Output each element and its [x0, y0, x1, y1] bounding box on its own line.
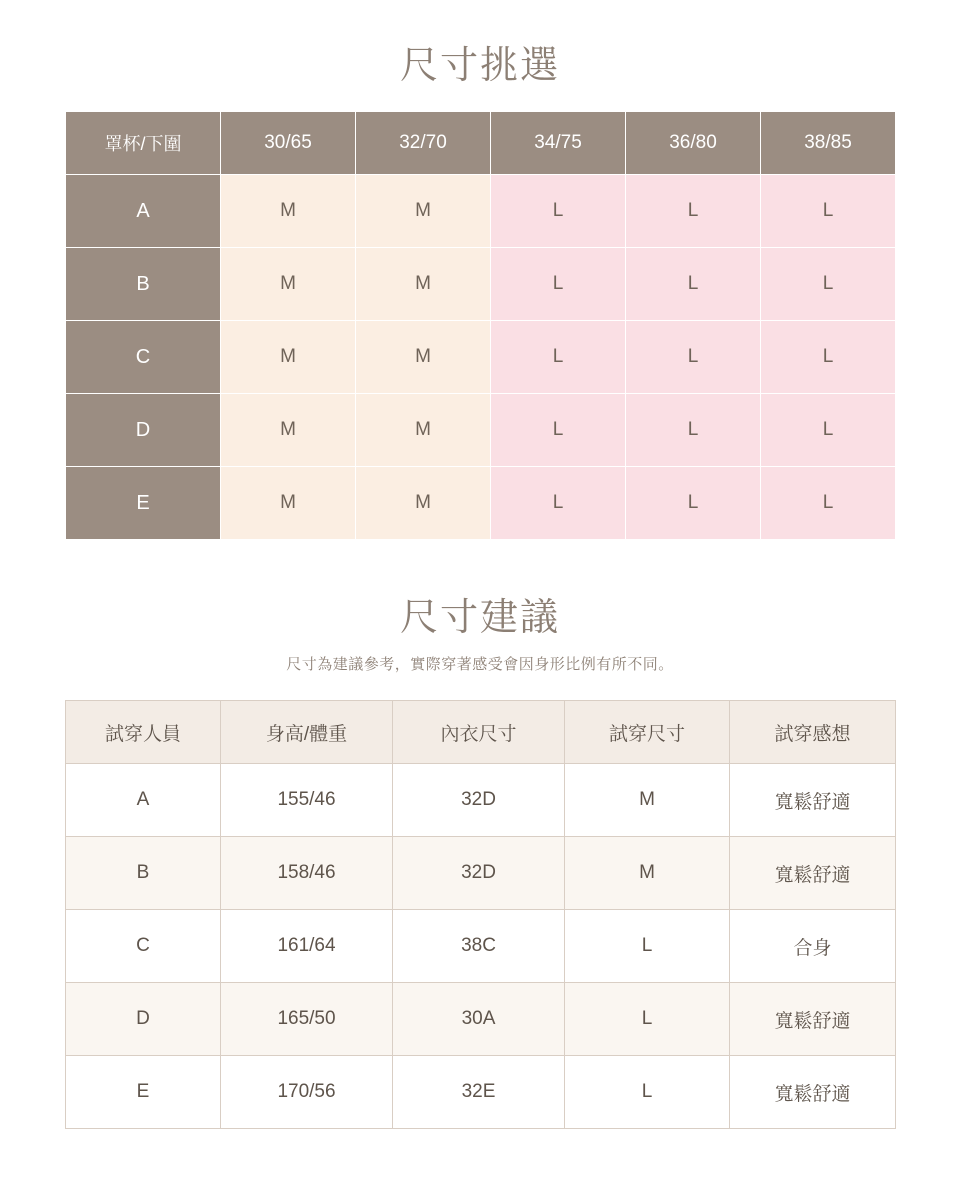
cell-try-a: M: [565, 764, 730, 837]
table-row: [66, 910, 896, 983]
section-spacer: [0, 540, 960, 586]
cell-try-b: M: [565, 837, 730, 910]
cell-bra-c: 38C: [393, 910, 565, 983]
table-row: [66, 1056, 896, 1129]
table-row: [66, 467, 896, 540]
size-advice-note: 尺寸為建議參考，實際穿著感受會因身形比例有所不同。: [286, 656, 674, 673]
column-header-feedback: 試穿感想: [730, 701, 896, 764]
cell-b-3270: M: [356, 248, 491, 321]
cell-e-3270: M: [356, 467, 491, 540]
cell-d-3680: L: [626, 394, 761, 467]
table-row: [66, 394, 896, 467]
column-header-3065: 30/65: [221, 112, 356, 175]
cell-c-3065: M: [221, 321, 356, 394]
column-header-tester: 試穿人員: [66, 701, 221, 764]
table-row: [66, 764, 896, 837]
size-advice-header: [66, 701, 896, 764]
cell-e-3475: L: [491, 467, 626, 540]
page-title-size-pick: 尺寸挑選: [399, 45, 560, 87]
table-header-row: [66, 112, 896, 175]
cell-d-3270: M: [356, 394, 491, 467]
size-advice-body: [66, 764, 896, 1129]
cell-feedback-a: 寬鬆舒適: [730, 764, 896, 837]
cell-e-3065: M: [221, 467, 356, 540]
cell-b-3065: M: [221, 248, 356, 321]
table-row: [66, 321, 896, 394]
cell-bra-a: 32D: [393, 764, 565, 837]
size-matrix-body: [66, 175, 896, 540]
cell-e-3885: L: [761, 467, 896, 540]
row-header-cup-a: A: [66, 175, 221, 248]
size-matrix-table: [65, 111, 896, 540]
table-row: [66, 983, 896, 1056]
cell-hw-d: 165/50: [221, 983, 393, 1056]
column-header-3475: 34/75: [491, 112, 626, 175]
cell-tester-c: C: [66, 910, 221, 983]
column-header-bra-size: 內衣尺寸: [393, 701, 565, 764]
cell-c-3270: M: [356, 321, 491, 394]
cell-b-3475: L: [491, 248, 626, 321]
column-header-3270: 32/70: [356, 112, 491, 175]
row-header-cup-d: D: [66, 394, 221, 467]
size-matrix-header: [66, 112, 896, 175]
cell-d-3065: M: [221, 394, 356, 467]
cell-try-c: L: [565, 910, 730, 983]
cell-a-3680: L: [626, 175, 761, 248]
cell-d-3475: L: [491, 394, 626, 467]
table-row: [66, 248, 896, 321]
cell-bra-e: 32E: [393, 1056, 565, 1129]
cell-feedback-b: 寬鬆舒適: [730, 837, 896, 910]
size-advice-table: [65, 700, 896, 1129]
page-title-size-advice: 尺寸建議: [399, 597, 560, 639]
size-matrix-container: [65, 111, 895, 540]
cell-tester-e: E: [66, 1056, 221, 1129]
cell-tester-b: B: [66, 837, 221, 910]
cell-a-3885: L: [761, 175, 896, 248]
column-header-3680: 36/80: [626, 112, 761, 175]
column-header-try-size: 試穿尺寸: [565, 701, 730, 764]
table-header-row: [66, 701, 896, 764]
column-header-cup-band: 罩杯/下圍: [66, 112, 221, 175]
cell-feedback-d: 寬鬆舒適: [730, 983, 896, 1056]
cell-b-3680: L: [626, 248, 761, 321]
row-header-cup-e: E: [66, 467, 221, 540]
cell-e-3680: L: [626, 467, 761, 540]
cell-try-e: L: [565, 1056, 730, 1129]
cell-c-3885: L: [761, 321, 896, 394]
cell-c-3680: L: [626, 321, 761, 394]
cell-bra-b: 32D: [393, 837, 565, 910]
table-row: [66, 837, 896, 910]
cell-feedback-e: 寬鬆舒適: [730, 1056, 896, 1129]
cell-tester-d: D: [66, 983, 221, 1056]
table-row: [66, 175, 896, 248]
cell-tester-a: A: [66, 764, 221, 837]
cell-a-3475: L: [491, 175, 626, 248]
cell-a-3270: M: [356, 175, 491, 248]
row-header-cup-b: B: [66, 248, 221, 321]
column-header-3885: 38/85: [761, 112, 896, 175]
column-header-height-weight: 身高/體重: [221, 701, 393, 764]
cell-hw-a: 155/46: [221, 764, 393, 837]
cell-bra-d: 30A: [393, 983, 565, 1056]
cell-b-3885: L: [761, 248, 896, 321]
row-header-cup-c: C: [66, 321, 221, 394]
cell-hw-b: 158/46: [221, 837, 393, 910]
size-advice-container: [65, 700, 895, 1129]
cell-hw-c: 161/64: [221, 910, 393, 983]
cell-feedback-c: 合身: [730, 910, 896, 983]
cell-try-d: L: [565, 983, 730, 1056]
cell-c-3475: L: [491, 321, 626, 394]
cell-a-3065: M: [221, 175, 356, 248]
cell-d-3885: L: [761, 394, 896, 467]
cell-hw-e: 170/56: [221, 1056, 393, 1129]
